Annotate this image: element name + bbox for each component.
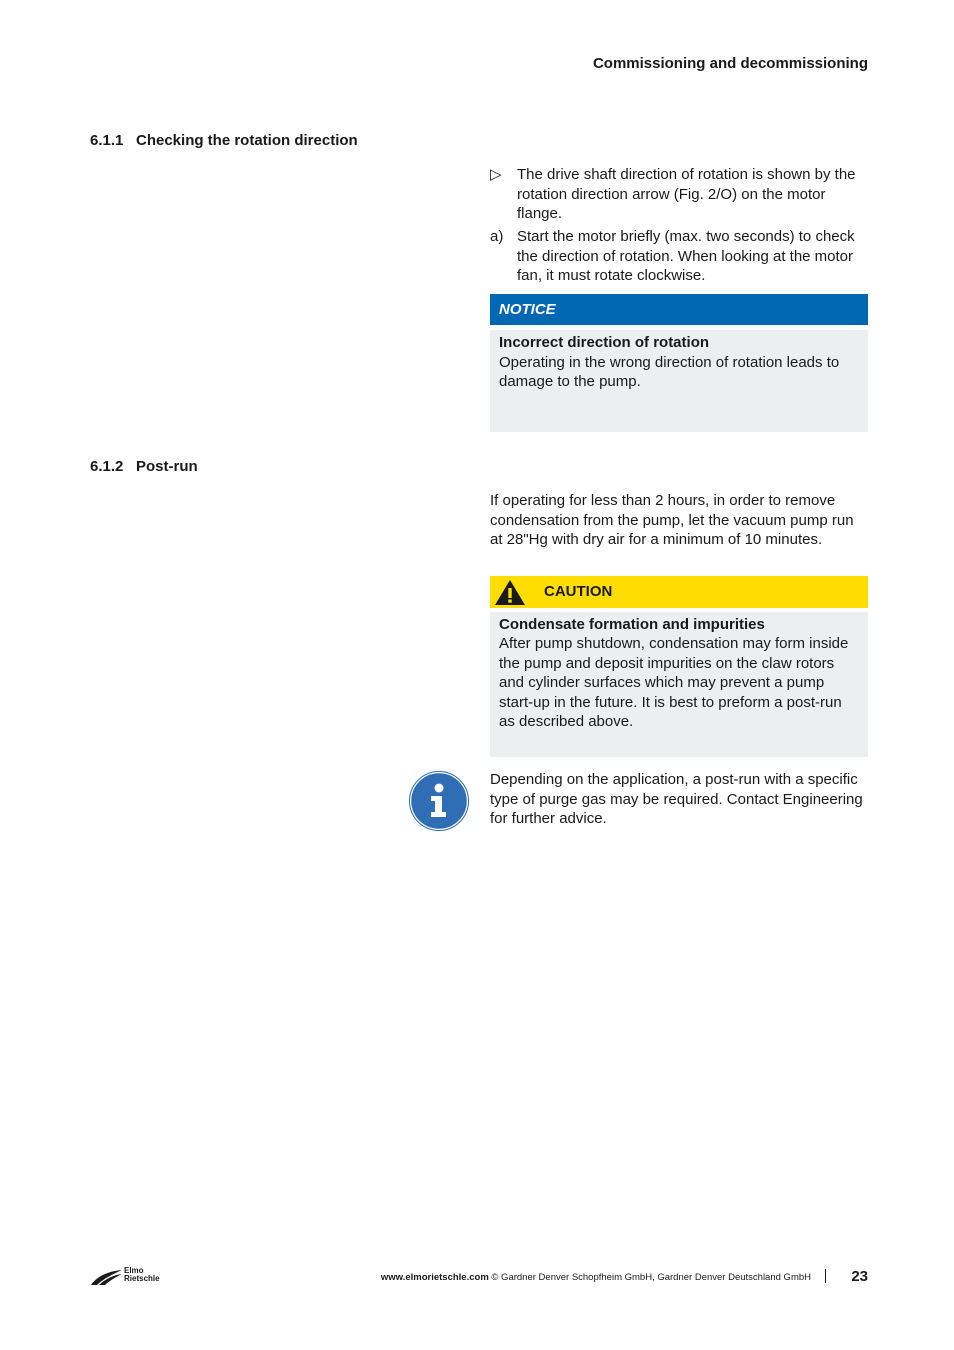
logo-swoosh-icon (89, 1268, 123, 1286)
caution-header (490, 576, 868, 608)
section-heading-post-run (90, 458, 198, 475)
logo-line-1: Elmo (124, 1266, 144, 1275)
section-number: 6.1.2 (90, 458, 124, 475)
list-item-text: Start the motor briefly (max. two seconds) to check the direction of rotation. When looking at the motor fan, it must rotate clockwise. (517, 228, 855, 284)
caution-body (490, 612, 868, 757)
page-number: 23 (851, 1268, 868, 1285)
footer-copyright-text: © Gardner Denver Schopfheim GmbH, Gardner Denver Deutschland GmbH (491, 1272, 811, 1283)
info-note-text: Depending on the application, a post-run with a specific type of purge gas may be required. Contact Engineering for further advice. (490, 771, 863, 827)
notice-text: Operating in the wrong direction of rotation leads to damage to the pump. (499, 353, 840, 390)
post-run-paragraph: If operating for less than 2 hours, in order to remove condensation from the pump, let the vacuum pump run at 28"Hg with dry air for a minimum of 10 minutes. (490, 492, 854, 548)
info-icon (409, 771, 469, 831)
footer-website-link[interactable]: www.elmorietschle.com (380, 1272, 489, 1283)
list-item (490, 165, 868, 224)
notice-heading: Incorrect direction of rotation (499, 334, 710, 351)
section-number: 6.1.1 (90, 132, 124, 149)
logo-line-2: Rietschle (124, 1274, 160, 1283)
section-heading-rotation (90, 132, 358, 149)
section-title: Checking the rotation direction (136, 132, 358, 149)
caution-heading: Condensate formation and impurities (499, 616, 765, 633)
caution-label: CAUTION (544, 583, 613, 600)
section-title: Post-run (136, 458, 198, 475)
footer-divider (825, 1269, 826, 1283)
notice-header: NOTICE (490, 294, 868, 325)
footer-copyright (381, 1272, 811, 1283)
list-item-text: The drive shaft direction of rotation is shown by the rotation direction arrow (Fig. 2/O) on the motor flange. (517, 166, 856, 222)
list-item (490, 227, 868, 286)
play-triangle-icon: ▷ (490, 166, 502, 183)
caution-text: After pump shutdown, condensation may form inside the pump and deposit impurities on the claw rotors and cylinder surfaces which may prevent a pump start-up in the future. It is best to preform a post-run as described above. (499, 635, 849, 731)
elmo-rietschle-logo (89, 1266, 169, 1288)
page-header-title: Commissioning and decommissioning (592, 55, 868, 72)
step-marker: a) (490, 228, 504, 245)
warning-triangle-icon (494, 579, 526, 606)
notice-body (490, 330, 868, 432)
